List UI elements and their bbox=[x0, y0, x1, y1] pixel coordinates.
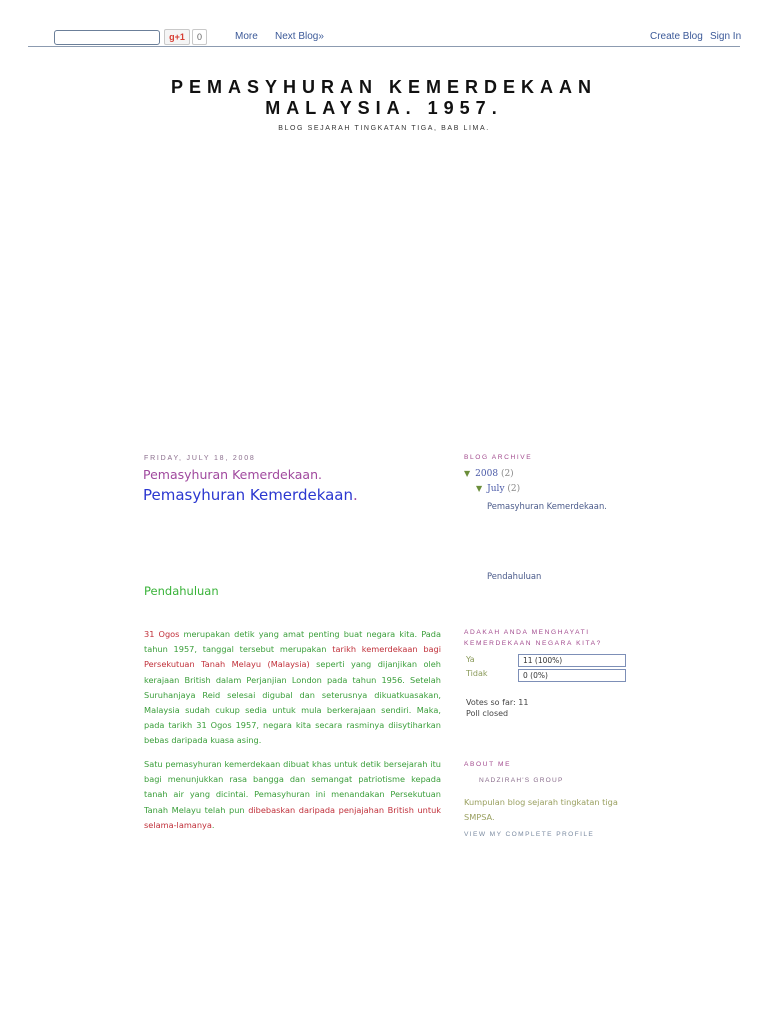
poll-option-label: Tidak bbox=[466, 669, 488, 678]
poll-question-line1: ADAKAH ANDA MENGHAYATI bbox=[464, 629, 590, 636]
post-paragraph-2 bbox=[144, 757, 441, 833]
poll-option-label: Ya bbox=[466, 655, 475, 664]
triangle-down-icon[interactable]: ▼ bbox=[476, 484, 483, 493]
paragraph-1-span-1: 31 Ogos bbox=[144, 629, 180, 639]
blog-description: BLOG SEJARAH TINGKATAN TIGA, BAB LIMA. bbox=[278, 125, 490, 132]
poll-status: Poll closed bbox=[466, 709, 509, 718]
poll-question bbox=[464, 627, 602, 649]
more-link[interactable]: More bbox=[235, 31, 258, 42]
post-paragraph-1 bbox=[144, 627, 441, 749]
paragraph-1-span-2: merupakan detik yang amat penting buat negara kita. Pada tahun 1957, tanggal tersebut merupakan bbox=[144, 629, 442, 655]
paragraph-2-span-2: dibebaskan daripada penjajahan British untuk selama-lamanya bbox=[144, 804, 441, 830]
view-profile-link[interactable]: VIEW MY COMPLETE PROFILE bbox=[464, 831, 595, 838]
archive-post-link[interactable]: Pendahuluan bbox=[487, 571, 542, 581]
archive-year-label[interactable]: 2008 bbox=[475, 469, 499, 479]
archive-post-link[interactable]: Pemasyhuran Kemerdekaan. bbox=[487, 501, 607, 511]
archive-year-count: (2) bbox=[500, 469, 514, 479]
gplus-count: 0 bbox=[192, 29, 207, 45]
post-subtitle-text[interactable]: Pemasyhuran Kemerdekaan bbox=[143, 486, 354, 504]
google-plus-icon[interactable]: g+1 bbox=[164, 29, 190, 45]
poll-votes: Votes so far: 11 bbox=[466, 698, 529, 707]
create-blog-link[interactable]: Create Blog bbox=[650, 31, 703, 42]
profile-description: Kumpulan blog sejarah tingkatan tiga SMPSA. bbox=[464, 797, 618, 822]
blogger-navbar bbox=[0, 0, 768, 48]
search-input[interactable] bbox=[54, 30, 160, 45]
poll-result-bar: 11 (100%) bbox=[518, 654, 626, 667]
archive-year-2008[interactable] bbox=[464, 469, 514, 479]
blog-archive-heading: BLOG ARCHIVE bbox=[464, 454, 533, 461]
paragraph-1-span-3: tarikh kemerdekaan bagi Persekutuan Tanah Melayu (Malaysia) bbox=[144, 644, 442, 670]
blog-title-line1[interactable]: PEMASYHURAN KEMERDEKAAN bbox=[170, 77, 598, 97]
post-subtitle-dot: . bbox=[353, 486, 358, 504]
archive-month-label[interactable]: July bbox=[487, 484, 505, 494]
paragraph-1-span-4: seperti yang dijanjikan oleh kerajaan British dalam Perjanjian London pada tahun 1956. Setelah Suruhanjaya Reid selesai digubal dan seterusnya dikuatkuasakan, Malaysia sudah cukup sedia untuk mula berkerajaan sendiri. Maka, pada tarikh 31 Ogos 1957, negara kita secara rasminya diisytiharkan bebas daripada kuasa asing. bbox=[144, 659, 441, 746]
paragraph-2-span-1: Satu pemasyhuran kemerdekaan dibuat khas untuk detik bersejarah itu bagi menunjukkan rasa bangga dan semangat patriotisme kepada tanah air yang dicintai. Pemasyhuran ini menandakan Persekutuan Tanah Melayu telah pun bbox=[144, 759, 441, 815]
poll-result-bar: 0 (0%) bbox=[518, 669, 626, 682]
archive-month-count: (2) bbox=[507, 484, 521, 494]
next-blog-link[interactable]: Next Blog» bbox=[275, 31, 324, 42]
post-title[interactable]: Pemasyhuran Kemerdekaan. bbox=[143, 467, 322, 482]
sign-in-link[interactable]: Sign In bbox=[710, 31, 742, 42]
section-heading: Pendahuluan bbox=[144, 584, 219, 598]
blog-title-line2[interactable]: MALAYSIA. 1957. bbox=[265, 98, 503, 118]
archive-month-july[interactable] bbox=[476, 484, 520, 494]
poll-question-line2: KEMERDEKAAN NEGARA KITA? bbox=[464, 640, 602, 647]
post-subtitle[interactable] bbox=[143, 486, 358, 504]
post-date: FRIDAY, JULY 18, 2008 bbox=[144, 455, 256, 462]
profile-name[interactable]: NADZIRAH'S GROUP bbox=[479, 777, 564, 784]
paragraph-2-span-3: . bbox=[211, 819, 215, 830]
triangle-down-icon[interactable]: ▼ bbox=[464, 469, 471, 478]
navbar-divider bbox=[28, 46, 740, 47]
about-me-heading: ABOUT ME bbox=[464, 761, 512, 768]
